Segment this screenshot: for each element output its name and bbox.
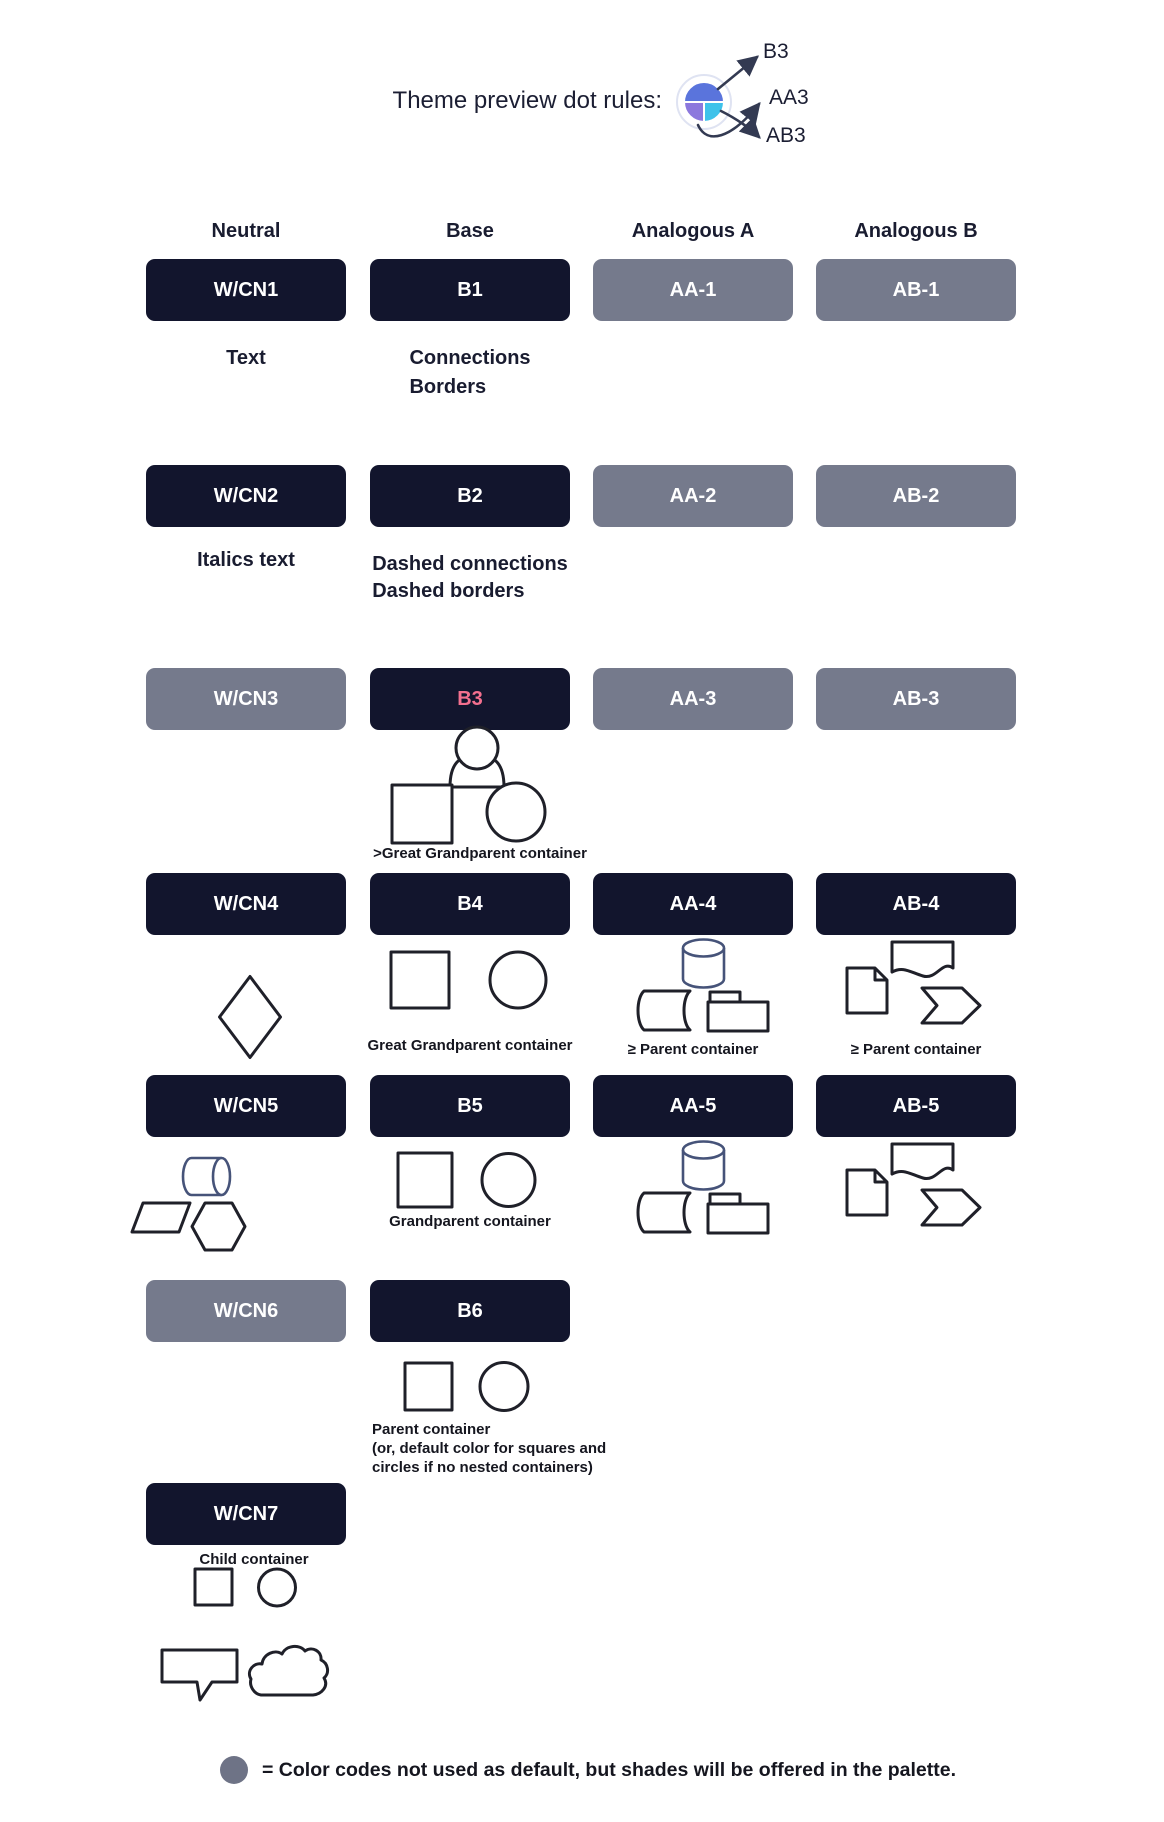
wavy-document-shape [892, 942, 953, 977]
caption-ab4: ≥ Parent container [850, 1041, 982, 1058]
aa5-shapes [628, 1137, 773, 1237]
hexagon-shape [192, 1203, 245, 1250]
caption-b6 [372, 1420, 632, 1477]
b6-shapes [402, 1360, 532, 1414]
page-shape [847, 968, 887, 1013]
b4-shapes [388, 949, 548, 1011]
caption-b6-line1: Parent container [372, 1421, 491, 1438]
card-rect-shape [708, 1204, 768, 1233]
caption-dashed [360, 551, 580, 605]
square-shape [405, 1363, 452, 1410]
caption-dashed-line1: Dashed connections [372, 553, 568, 575]
cylinder-top [683, 1142, 724, 1159]
swatch-aa5: AA-5 [593, 1075, 793, 1137]
wcn4-shapes [218, 975, 282, 1059]
swatch-ab2: AB-2 [816, 465, 1016, 527]
swatch-wcn6: W/CN6 [146, 1280, 346, 1342]
cylinder-top [683, 940, 724, 957]
column-header-base: Base [446, 220, 494, 242]
speech-bubble-shape [162, 1650, 237, 1700]
caption-b5: Grandparent container [389, 1213, 551, 1230]
swatch-aa3: AA-3 [593, 668, 793, 730]
caption-wcn7: Child container [199, 1551, 309, 1568]
cloud-shape [249, 1646, 327, 1695]
square-shape [195, 1569, 232, 1605]
swatch-b4: B4 [370, 873, 570, 935]
square-shape [398, 1153, 452, 1207]
circle-shape [480, 1363, 528, 1411]
wcn7-shapes-top [192, 1566, 302, 1610]
swatch-b2: B2 [370, 465, 570, 527]
column-header-analogous-a: Analogous A [631, 220, 755, 242]
swatch-wcn3: W/CN3 [146, 668, 346, 730]
circle-shape [487, 783, 545, 841]
card-rect-shape [708, 1002, 768, 1031]
wcn7-shapes-bottom [158, 1638, 332, 1706]
wcn5-shapes [126, 1148, 252, 1256]
circle-shape [259, 1569, 296, 1606]
swatch-aa1: AA-1 [593, 259, 793, 321]
horizontal-cylinder-end [213, 1158, 230, 1195]
square-shape [392, 785, 452, 843]
legend-dot-icon [220, 1756, 248, 1784]
swatch-aa2: AA-2 [593, 465, 793, 527]
swatch-ab4: AB-4 [816, 873, 1016, 935]
swatch-wcn2: W/CN2 [146, 465, 346, 527]
diamond-shape [220, 977, 281, 1058]
b5-shapes [395, 1150, 540, 1210]
chevron-shape [922, 1190, 980, 1225]
caption-connections-line1: Connections [409, 347, 531, 369]
column-header-analogous-b: Analogous B [854, 220, 978, 242]
stored-data-shape [638, 1193, 690, 1232]
swatch-b5: B5 [370, 1075, 570, 1137]
arrow-to-b3 [718, 57, 757, 89]
swatch-wcn5: W/CN5 [146, 1075, 346, 1137]
person-head-icon [456, 727, 498, 769]
dot-target-b3: B3 [763, 40, 789, 63]
column-header-neutral: Neutral [211, 220, 281, 242]
swatch-wcn4: W/CN4 [146, 873, 346, 935]
ab4-shapes [840, 938, 990, 1028]
caption-connections [370, 344, 570, 402]
swatch-wcn1: W/CN1 [146, 259, 346, 321]
dot-target-ab3: AB3 [766, 124, 806, 147]
circle-shape [490, 952, 546, 1008]
wavy-document-shape [892, 1144, 953, 1179]
caption-italics-text: Italics text [197, 549, 295, 571]
caption-connections-line2: Borders [409, 376, 487, 398]
swatch-b3: B3 [370, 668, 570, 730]
swatch-ab1: AB-1 [816, 259, 1016, 321]
swatch-ab5: AB-5 [816, 1075, 1016, 1137]
page-title: Theme preview dot rules: [392, 87, 662, 114]
parallelogram-shape [132, 1203, 190, 1232]
caption-b3: >Great Grandparent container [373, 845, 587, 862]
dot-target-aa3: AA3 [769, 86, 809, 109]
caption-aa4: ≥ Parent container [627, 1041, 759, 1058]
ab5-shapes [840, 1140, 990, 1230]
chevron-shape [922, 988, 980, 1023]
caption-b6-line3: circles if no nested containers) [372, 1459, 593, 1476]
theme-preview-dot-figure [655, 15, 840, 165]
circle-shape [482, 1154, 535, 1207]
swatch-b1: B1 [370, 259, 570, 321]
caption-dashed-line2: Dashed borders [372, 580, 525, 602]
square-shape [391, 952, 449, 1008]
swatch-aa4: AA-4 [593, 873, 793, 935]
stored-data-shape [638, 991, 690, 1030]
legend-text: = Color codes not used as default, but shades will be offered in the palette. [262, 1759, 956, 1781]
caption-b4: Great Grandparent container [367, 1037, 573, 1054]
page-shape [847, 1170, 887, 1215]
aa4-shapes [628, 935, 773, 1035]
caption-b6-line2: (or, default color for squares and [372, 1440, 607, 1457]
swatch-wcn7: W/CN7 [146, 1483, 346, 1545]
swatch-ab3: AB-3 [816, 668, 1016, 730]
caption-text: Text [226, 347, 266, 369]
swatch-b6: B6 [370, 1280, 570, 1342]
